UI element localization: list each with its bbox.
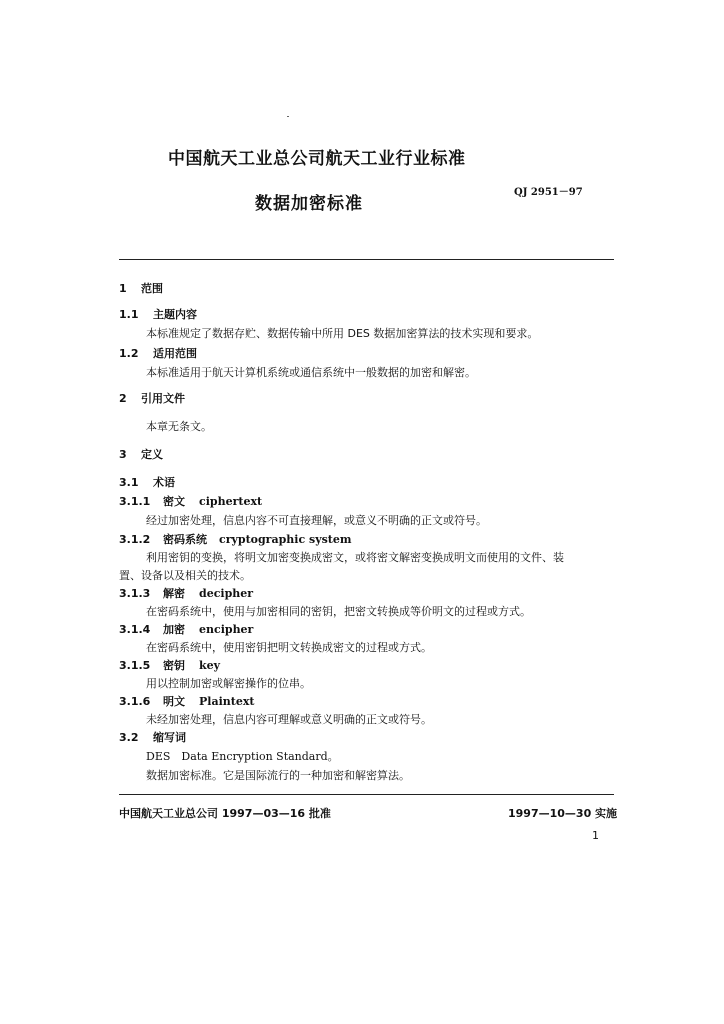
paragraph: 经过加密处理，信息内容不可直接理解，或意义不明确的正文或符号。 [146,514,487,527]
subsection-heading: 1.1 主题内容 [119,308,197,321]
effective-date: 1997—10—30 实施 [508,807,618,820]
subsection-heading: 3.1 术语 [119,476,175,489]
approval-date: 中国航天工业总公司 1997—03—16 批准 [119,807,331,820]
subsection-heading: 3.2 缩写词 [119,731,186,744]
paragraph: 利用密钥的变换，将明文加密变换成密文，或将密文解密变换成明文而使用的文件、装 [146,551,564,564]
term-heading: 3.1.4 加密 encipher [119,623,254,636]
paragraph: 数据加密标准。它是国际流行的一种加密和解密算法。 [146,769,410,782]
paragraph: 未经加密处理，信息内容可理解或意义明确的正文或符号。 [146,713,432,726]
document-title: 数据加密标准 [255,194,363,214]
section-heading: 3 定义 [119,448,163,461]
organization-heading: 中国航天工业总公司航天工业行业标准 [168,149,466,169]
paragraph: 本章无条文。 [146,420,212,433]
term-heading: 3.1.3 解密 decipher [119,587,254,600]
term-heading: 3.1.1 密文 ciphertext [119,495,263,508]
paragraph: 本标准规定了数据存贮、数据传输中所用 DES 数据加密算法的技术实现和要求。 [146,327,539,340]
page-number: 1 [592,829,599,842]
paragraph: 用以控制加密或解密操作的位串。 [146,677,311,690]
paragraph: 本标准适用于航天计算机系统或通信系统中一般数据的加密和解密。 [146,366,476,379]
paragraph: DES Data Encryption Standard。 [146,750,339,763]
term-heading: 3.1.2 密码系统 cryptographic system [119,533,352,546]
section-heading: 1 范围 [119,282,163,295]
paragraph: 置、设备以及相关的技术。 [119,569,251,582]
term-heading: 3.1.6 明文 Plaintext [119,695,255,708]
scan-speck [287,116,289,117]
header-rule [119,259,614,260]
footer-rule [119,794,614,795]
term-heading: 3.1.5 密钥 key [119,659,221,672]
paragraph: 在密码系统中，使用与加密相同的密钥，把密文转换成等价明文的过程或方式。 [146,605,531,618]
standard-code: QJ 2951－97 [514,187,583,198]
paragraph: 在密码系统中，使用密钥把明文转换成密文的过程或方式。 [146,641,432,654]
section-heading: 2 引用文件 [119,392,185,405]
subsection-heading: 1.2 适用范围 [119,347,197,360]
